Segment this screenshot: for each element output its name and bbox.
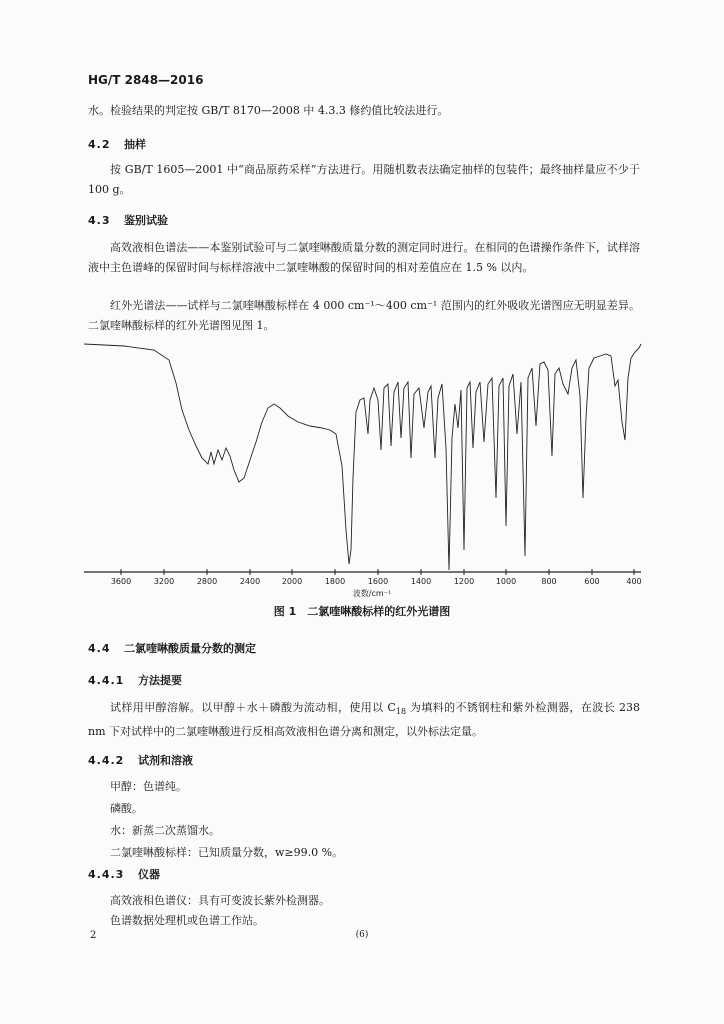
x-tick-label: 400 <box>626 577 642 586</box>
ir-spectrum-figure <box>84 338 644 600</box>
section-title: 试剂和溶液 <box>138 754 193 767</box>
section-title: 仪器 <box>138 868 160 881</box>
paragraph-continued: 水。检验结果的判定按 GB/T 8170—2008 中 4.3.3 修约值比较法进行。 <box>88 104 449 117</box>
x-tick-label: 1800 <box>324 577 346 586</box>
x-tick-label: 1000 <box>495 577 517 586</box>
section-title: 鉴别试验 <box>124 214 168 227</box>
paragraph-method-summary <box>88 698 640 742</box>
standard-number: HG/T 2848—2016 <box>88 73 204 87</box>
x-tick-label: 3600 <box>110 577 132 586</box>
instrument-item: 色谱数据处理机或色谱工作站。 <box>110 914 264 927</box>
reagent-item: 二氯喹啉酸标样：已知质量分数，w≥99.0 %。 <box>110 846 344 859</box>
method-text-part1: 试样用甲醇溶解。以甲醇＋水＋磷酸为流动相，使用以 C <box>110 701 396 714</box>
section-4-4-2-heading <box>88 752 193 768</box>
x-tick-label: 1400 <box>410 577 432 586</box>
section-number: 4.3 <box>88 214 111 227</box>
x-axis <box>84 569 641 575</box>
section-4-2-heading <box>88 136 146 152</box>
x-tick-label: 2400 <box>239 577 261 586</box>
section-number: 4.4.2 <box>88 754 125 767</box>
section-title: 二氯喹啉酸质量分数的测定 <box>124 642 256 655</box>
paragraph-sampling: 按 GB/T 1605—2001 中“商品原药采样”方法进行。用随机数表法确定抽样的包装件；最终抽样量应不少于 100 g。 <box>88 163 640 196</box>
x-axis-label: 波数/cm⁻¹ <box>352 589 392 598</box>
section-number: 4.4.1 <box>88 674 125 687</box>
x-tick-label: 2000 <box>281 577 303 586</box>
reagent-item: 磷酸。 <box>110 802 143 815</box>
section-number: 4.4 <box>88 642 111 655</box>
section-title: 抽样 <box>124 138 146 151</box>
section-4-4-3-heading <box>88 866 160 882</box>
spectrum-curve <box>84 344 641 570</box>
reagent-item: 甲醇：色谱纯。 <box>110 780 187 793</box>
section-4-3-heading <box>88 212 168 228</box>
instrument-item: 高效液相色谱仪：具有可变波长紫外检测器。 <box>110 894 330 907</box>
paragraph-hplc-identification: 高效液相色谱法——本鉴别试验可与二氯喹啉酸质量分数的测定同时进行。在相同的色谱操作条件下，试样溶液中主色谱峰的保留时间与标样溶液中二氯喹啉酸的保留时间的相对差值应在 1.5 % 以内。 <box>88 241 640 274</box>
x-tick-label: 600 <box>584 577 600 586</box>
x-tick-label: 3200 <box>153 577 175 586</box>
section-number: 4.2 <box>88 138 111 151</box>
page-number-bracket: (6) <box>355 930 369 940</box>
method-text-part2: 为填料的不锈钢柱和紫外检测器，在波长 238 nm 下对试样中的二氯喹啉酸进行反相高效液相色谱分离和测定，以外标法定量。 <box>88 701 640 739</box>
x-tick-label: 1200 <box>453 577 475 586</box>
reagent-item: 水：新蒸二次蒸馏水。 <box>110 824 220 837</box>
section-4-4-1-heading <box>88 672 182 688</box>
method-text-subscript: 18 <box>395 707 407 717</box>
section-title: 方法提要 <box>138 674 182 687</box>
section-4-4-heading <box>88 640 256 656</box>
section-number: 4.4.3 <box>88 868 125 881</box>
x-tick-label: 800 <box>541 577 557 586</box>
page-number: 2 <box>90 930 97 941</box>
x-tick-label: 1600 <box>367 577 389 586</box>
paragraph-ir-identification: 红外光谱法——试样与二氯喹啉酸标样在 4 000 cm⁻¹～400 cm⁻¹ 范围内的红外吸收光谱图应无明显差异。二氯喹啉酸标样的红外光谱图见图 1。 <box>88 299 640 332</box>
figure-caption: 图 1 二氯喹啉酸标样的红外光谱图 <box>273 605 451 618</box>
x-tick-label: 2800 <box>196 577 218 586</box>
